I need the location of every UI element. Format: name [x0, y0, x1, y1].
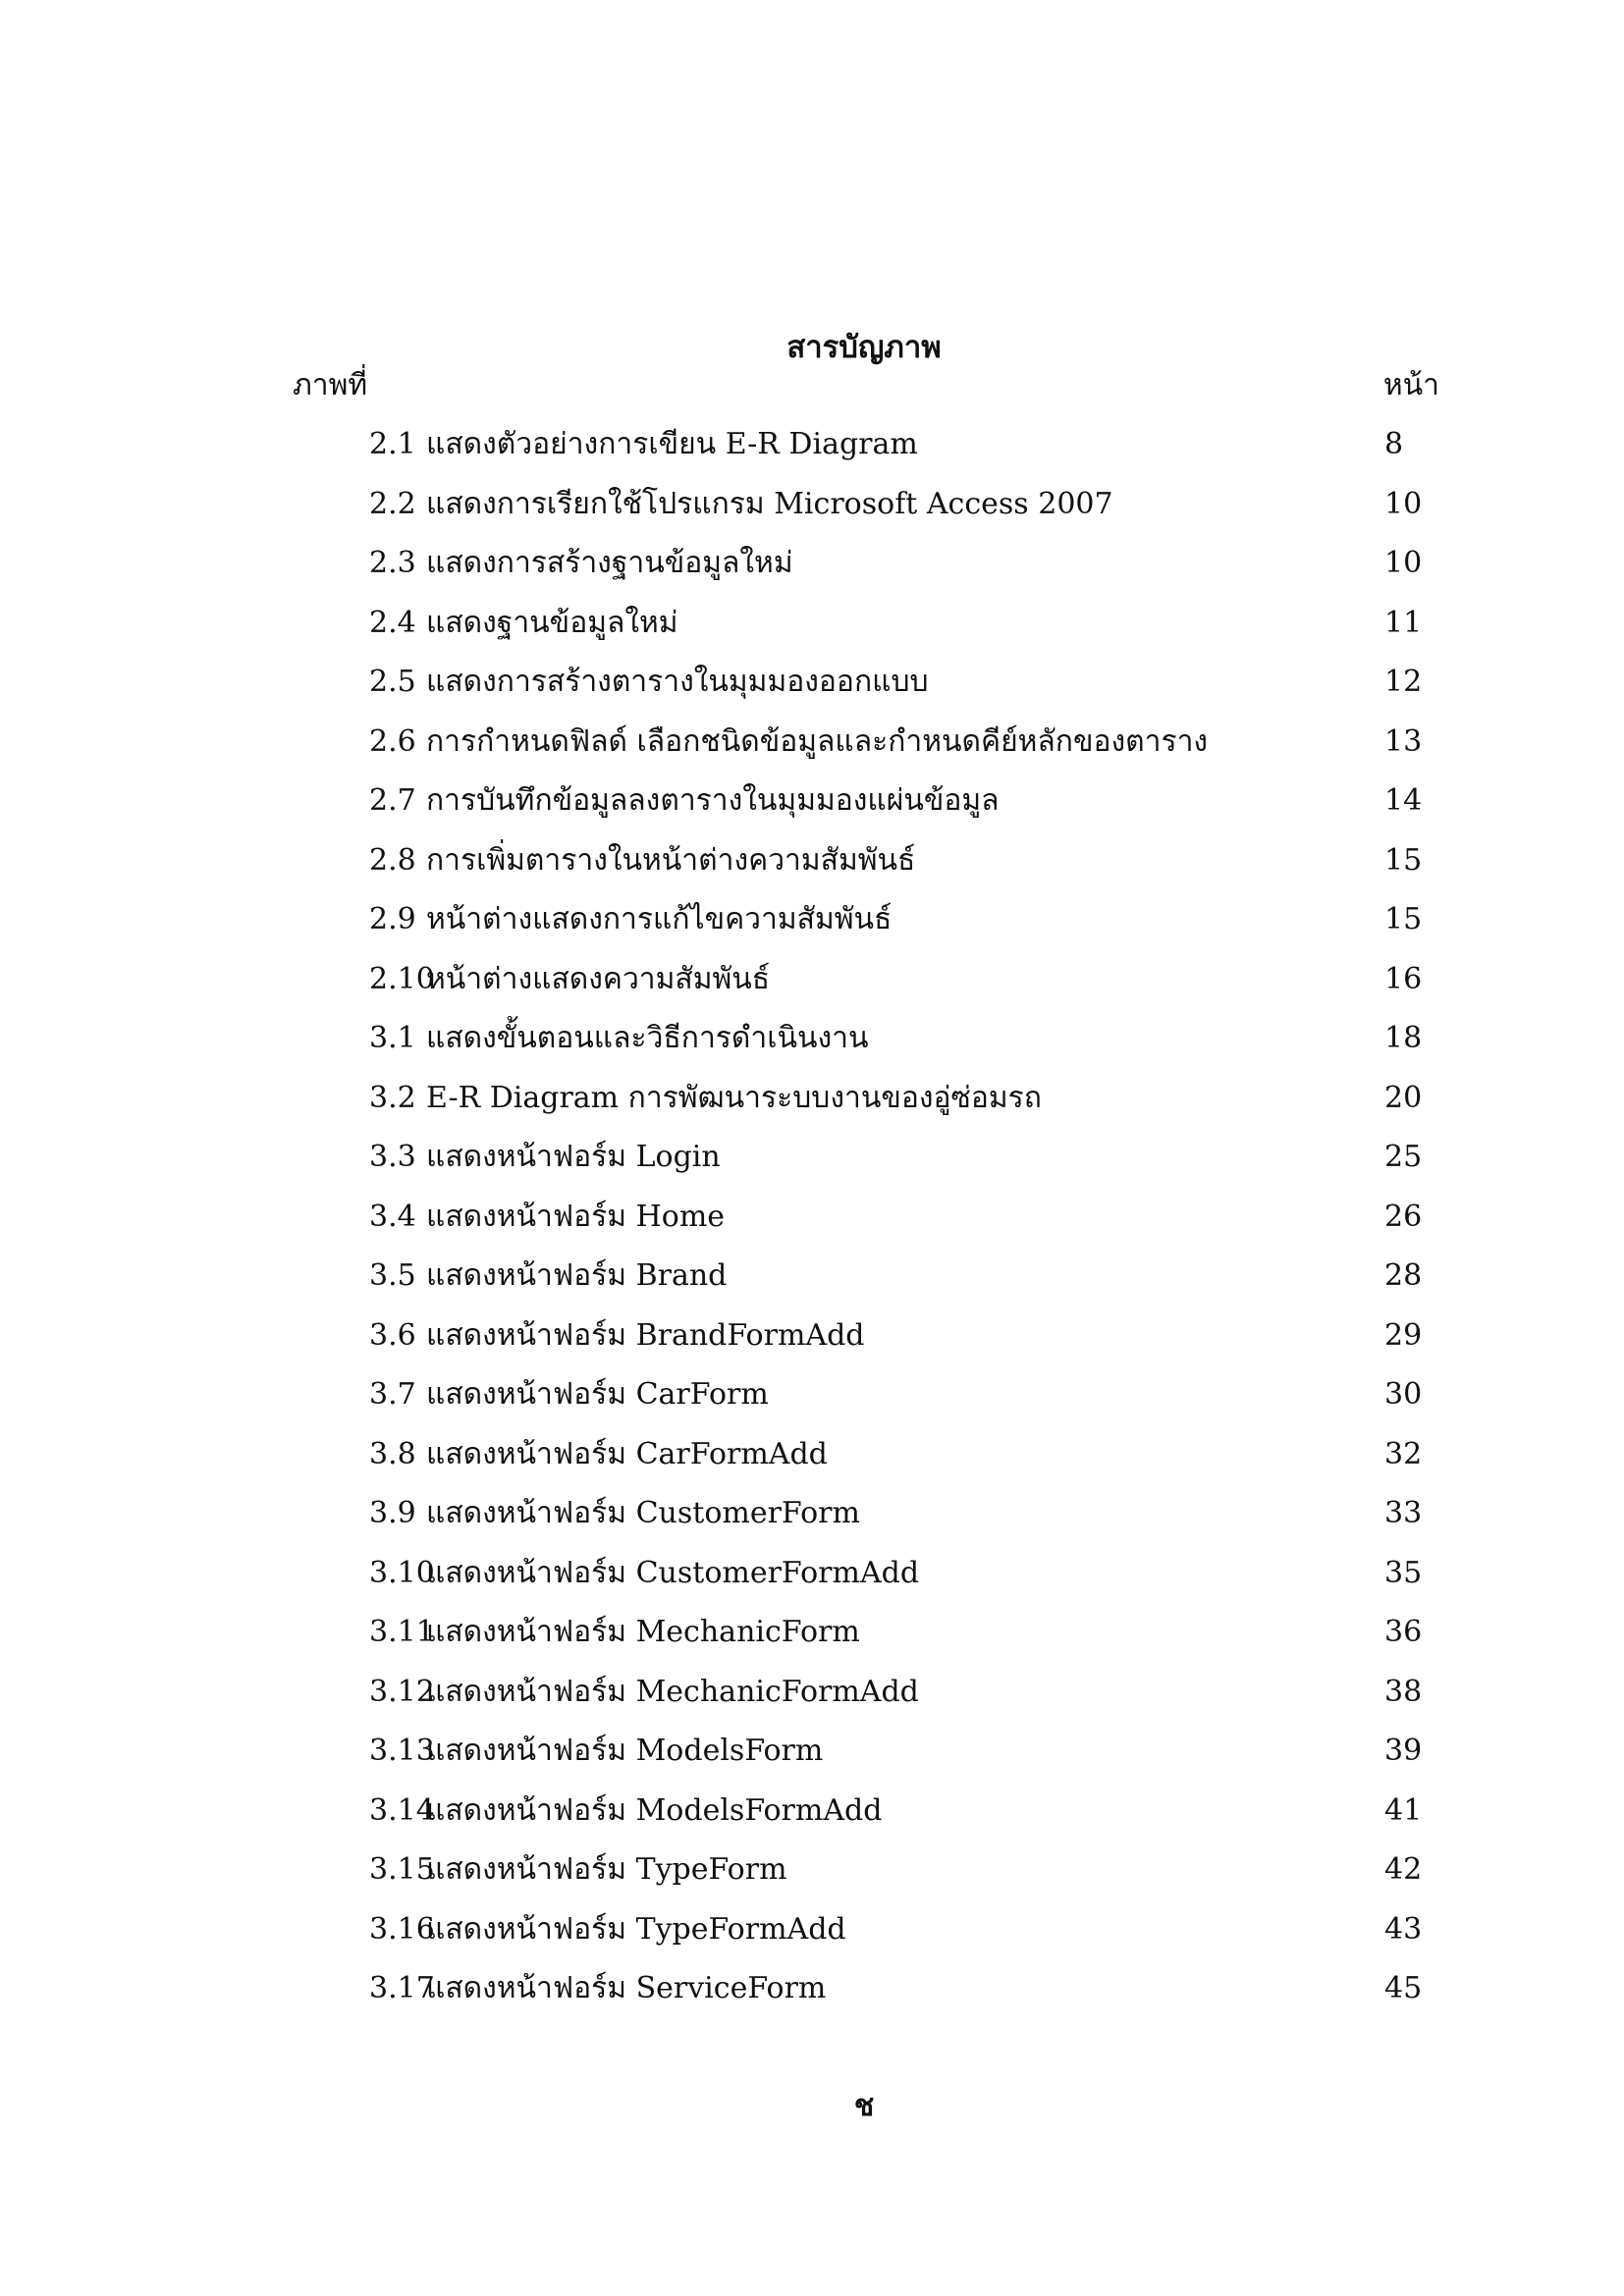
figure-caption: แสดงหน้าฟอร์ม CarForm: [426, 1377, 769, 1412]
toc-entry: [0, 1968, 1624, 2028]
page-reference: 15: [1384, 842, 1423, 878]
figure-caption: แสดงหน้าฟอร์ม Login: [426, 1140, 721, 1174]
page-title: สารบัญภาพ: [786, 329, 942, 365]
figure-caption: แสดงหน้าฟอร์ม MechanicForm: [426, 1615, 860, 1649]
figure-caption: แสดงหน้าฟอร์ม ServiceForm: [426, 1971, 827, 2005]
figure-number: 3.3: [369, 1140, 416, 1174]
page-reference: 14: [1384, 783, 1423, 818]
figure-caption: แสดงหน้าฟอร์ม TypeForm: [426, 1852, 787, 1887]
page-reference: 30: [1384, 1377, 1423, 1412]
figure-number: 3.13: [369, 1734, 435, 1768]
figure-number: 2.10: [369, 961, 435, 996]
figure-number: 3.16: [369, 1911, 435, 1947]
figure-number: 2.2: [369, 486, 416, 521]
figure-caption: การกำหนดฟิลด์ เลือกชนิดข้อมูลและกำหนดคีย์หลักของตาราง: [426, 723, 1209, 759]
figure-number: 3.11: [369, 1615, 435, 1649]
toc-entry: [0, 1434, 1624, 1494]
page-reference: 8: [1384, 427, 1404, 461]
toc-entry: [0, 1315, 1624, 1375]
toc-entry: [0, 424, 1624, 484]
page-reference: 36: [1384, 1615, 1423, 1649]
toc-entry: [0, 1374, 1624, 1434]
figure-number: 3.8: [369, 1436, 416, 1471]
page-reference: 13: [1384, 723, 1423, 759]
page-reference: 26: [1384, 1199, 1423, 1234]
page-reference: 20: [1384, 1080, 1423, 1115]
column-heading-page: หน้า: [1382, 368, 1439, 402]
figure-caption: แสดงหน้าฟอร์ม ModelsForm: [426, 1734, 824, 1768]
figure-number: 2.8: [369, 842, 416, 878]
toc-entry: [0, 959, 1624, 1019]
figure-caption: หน้าต่างแสดงการแก้ไขความสัมพันธ์: [426, 902, 893, 936]
figure-caption: แสดงหน้าฟอร์ม Brand: [426, 1258, 728, 1293]
figure-number: 3.10: [369, 1555, 435, 1590]
figure-number: 3.7: [369, 1377, 416, 1412]
toc-entry: [0, 1255, 1624, 1315]
figure-number: 2.3: [369, 546, 416, 580]
figure-number: 3.2: [369, 1080, 416, 1115]
page-reference: 38: [1384, 1674, 1423, 1709]
page-reference: 10: [1384, 546, 1423, 580]
toc-entry: [0, 721, 1624, 781]
toc-entry: [0, 1493, 1624, 1553]
page-reference: 25: [1384, 1140, 1423, 1174]
toc-entry: [0, 1078, 1624, 1138]
page-reference: 43: [1384, 1911, 1423, 1947]
page-reference: 15: [1384, 902, 1423, 936]
figure-caption: แสดงหน้าฟอร์ม BrandFormAdd: [426, 1317, 865, 1353]
figure-number: 3.14: [369, 1792, 435, 1828]
figure-caption: แสดงหน้าฟอร์ม TypeFormAdd: [426, 1911, 846, 1947]
page-reference: 45: [1384, 1971, 1423, 2005]
page-reference: 32: [1384, 1436, 1423, 1471]
page-reference: 10: [1384, 486, 1423, 521]
figure-number: 3.4: [369, 1199, 416, 1234]
toc-entry: [0, 1909, 1624, 1969]
figure-caption: แสดงการสร้างฐานข้อมูลใหม่: [426, 546, 793, 580]
figure-number: 2.9: [369, 902, 416, 936]
figure-caption: แสดงการสร้างตารางในมุมมองออกแบบ: [426, 665, 929, 699]
figure-number: 3.1: [369, 1021, 416, 1055]
toc-entry: [0, 1849, 1624, 1909]
list-of-figures: [0, 424, 1624, 2028]
figure-caption: แสดงหน้าฟอร์ม CustomerForm: [426, 1496, 860, 1530]
toc-entry: [0, 543, 1624, 603]
toc-entry: [0, 484, 1624, 544]
toc-entry: [0, 1553, 1624, 1613]
figure-caption: การบันทึกข้อมูลลงตารางในมุมมองแผ่นข้อมูล: [426, 783, 1000, 818]
page-reference: 12: [1384, 665, 1423, 699]
figure-number: 2.5: [369, 665, 416, 699]
page-reference: 33: [1384, 1496, 1423, 1530]
page-reference: 16: [1384, 961, 1423, 996]
figure-caption: แสดงหน้าฟอร์ม CustomerFormAdd: [426, 1555, 920, 1590]
toc-entry: [0, 899, 1624, 959]
page-reference: 29: [1384, 1317, 1423, 1353]
figure-number: 3.15: [369, 1852, 435, 1887]
toc-entry: [0, 1137, 1624, 1197]
figure-number: 2.7: [369, 783, 416, 818]
figure-number: 3.6: [369, 1317, 416, 1353]
toc-entry: [0, 1018, 1624, 1078]
toc-entry: [0, 603, 1624, 663]
toc-entry: [0, 1197, 1624, 1256]
figure-number: 3.9: [369, 1496, 416, 1530]
page-reference: 39: [1384, 1734, 1423, 1768]
figure-caption: แสดงขั้นตอนและวิธีการดำเนินงาน: [426, 1021, 869, 1055]
figure-number: 3.5: [369, 1258, 416, 1293]
toc-entry: [0, 662, 1624, 721]
page-reference: 42: [1384, 1852, 1423, 1887]
figure-caption: แสดงฐานข้อมูลใหม่: [426, 605, 678, 640]
figure-caption: หน้าต่างแสดงความสัมพันธ์: [426, 961, 771, 996]
toc-entry: [0, 1731, 1624, 1790]
figure-caption: แสดงหน้าฟอร์ม ModelsFormAdd: [426, 1792, 883, 1828]
figure-caption: แสดงหน้าฟอร์ม MechanicFormAdd: [426, 1674, 919, 1709]
figure-caption: แสดงการเรียกใช้โปรแกรม Microsoft Access 2007: [426, 486, 1113, 521]
toc-entry: [0, 780, 1624, 840]
figure-number: 2.1: [369, 427, 416, 461]
column-heading-figure: ภาพที่: [293, 368, 368, 402]
figure-number: 3.17: [369, 1971, 435, 2005]
page-reference: 18: [1384, 1021, 1423, 1055]
page-reference: 35: [1384, 1555, 1423, 1590]
figure-caption: แสดงหน้าฟอร์ม CarFormAdd: [426, 1436, 828, 1471]
figure-caption: E-R Diagram การพัฒนาระบบงานของอู่ซ่อมรถ: [426, 1080, 1042, 1115]
figure-caption: การเพิ่มตารางในหน้าต่างความสัมพันธ์: [426, 842, 916, 878]
page-reference: 28: [1384, 1258, 1423, 1293]
toc-entry: [0, 1790, 1624, 1850]
figure-number: 3.12: [369, 1674, 435, 1709]
figure-caption: แสดงหน้าฟอร์ม Home: [426, 1199, 726, 1234]
page-number: ช: [853, 2089, 875, 2123]
page-reference: 41: [1384, 1792, 1423, 1828]
figure-number: 2.6: [369, 723, 416, 759]
figure-caption: แสดงตัวอย่างการเขียน E-R Diagram: [426, 427, 918, 461]
toc-entry: [0, 840, 1624, 900]
toc-entry: [0, 1612, 1624, 1672]
page-reference: 11: [1384, 605, 1423, 640]
figure-number: 2.4: [369, 605, 416, 640]
toc-entry: [0, 1672, 1624, 1732]
